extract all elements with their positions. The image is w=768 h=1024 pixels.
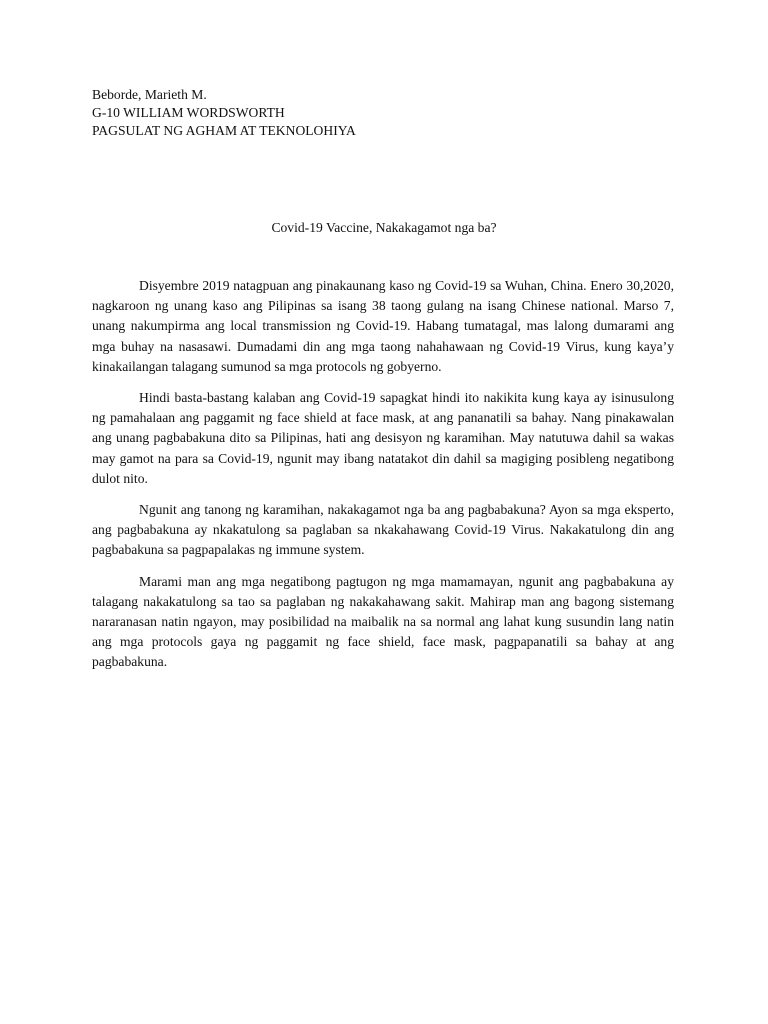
document-body: [92, 276, 674, 684]
document-header: [92, 86, 356, 140]
paragraph-4: Marami man ang mga negatibong pagtugon ng mga mamamayan, ngunit ang pagbabakuna ay talagang nakakatulong sa tao sa paglaban ng nakakahawang sakit. Mahirap man ang bagong sistemang nararanasan natin ngayon, may posibilidad na maibalik na sa normal ang lahat kung susundin lang natin ang mga protocols gaya ng paggamit ng face shield, face mask, pagpapanatili sa bahay at ang pagbabakuna.: [92, 573, 674, 670]
section-name: G-10 WILLIAM WORDSWORTH: [92, 105, 285, 120]
subject-name: PAGSULAT NG AGHAM AT TEKNOLOHIYA: [92, 123, 356, 138]
paragraph-3: Ngunit ang tanong ng karamihan, nakakagamot nga ba ang pagbabakuna? Ayon sa mga eksperto, ang pagbabakuna ay nkakatulong sa paglaban sa nkakahawang Covid-19 Virus. Nakakatulong din ang pagbabakuna sa pagpapalakas ng immune system.: [92, 502, 674, 558]
document-title: Covid-19 Vaccine, Nakakagamot nga ba?: [271, 220, 497, 235]
author-name: Beborde, Marieth M.: [92, 87, 207, 102]
paragraph-2: Hindi basta-bastang kalaban ang Covid-19 sapagkat hindi ito nakikita kung kaya ay isinusulong ng pamahalaan ang paggamit ng face shield at face mask, at ang pananatili sa bahay. Nang pinakawalan ang unang pagbabakuna dito sa Pilipinas, hati ang desisyon ng karamihan. May natutuwa dahil sa wakas may gamot na para sa Covid-19, ngunit may ibang natatakot din dahil sa magiging posibleng negatibong dulot nito.: [92, 390, 674, 486]
paragraph-1: Disyembre 2019 natagpuan ang pinakaunang kaso ng Covid-19 sa Wuhan, China. Enero 30,2020, nagkaroon ng unang kaso ang Pilipinas sa isang 38 taong gulang na isang Chinese national. Marso 7, unang nakumpirma ang local transmission ng Covid-19. Habang tumatagal, mas lalong dumarami ang mga buhay na nasasawi. Dumadami din ang mga taong nahahawaan ng Covid-19 Virus, kung kaya’y kinakailangan talagang sumunod sa mga protocols ng gobyerno.: [92, 278, 674, 374]
